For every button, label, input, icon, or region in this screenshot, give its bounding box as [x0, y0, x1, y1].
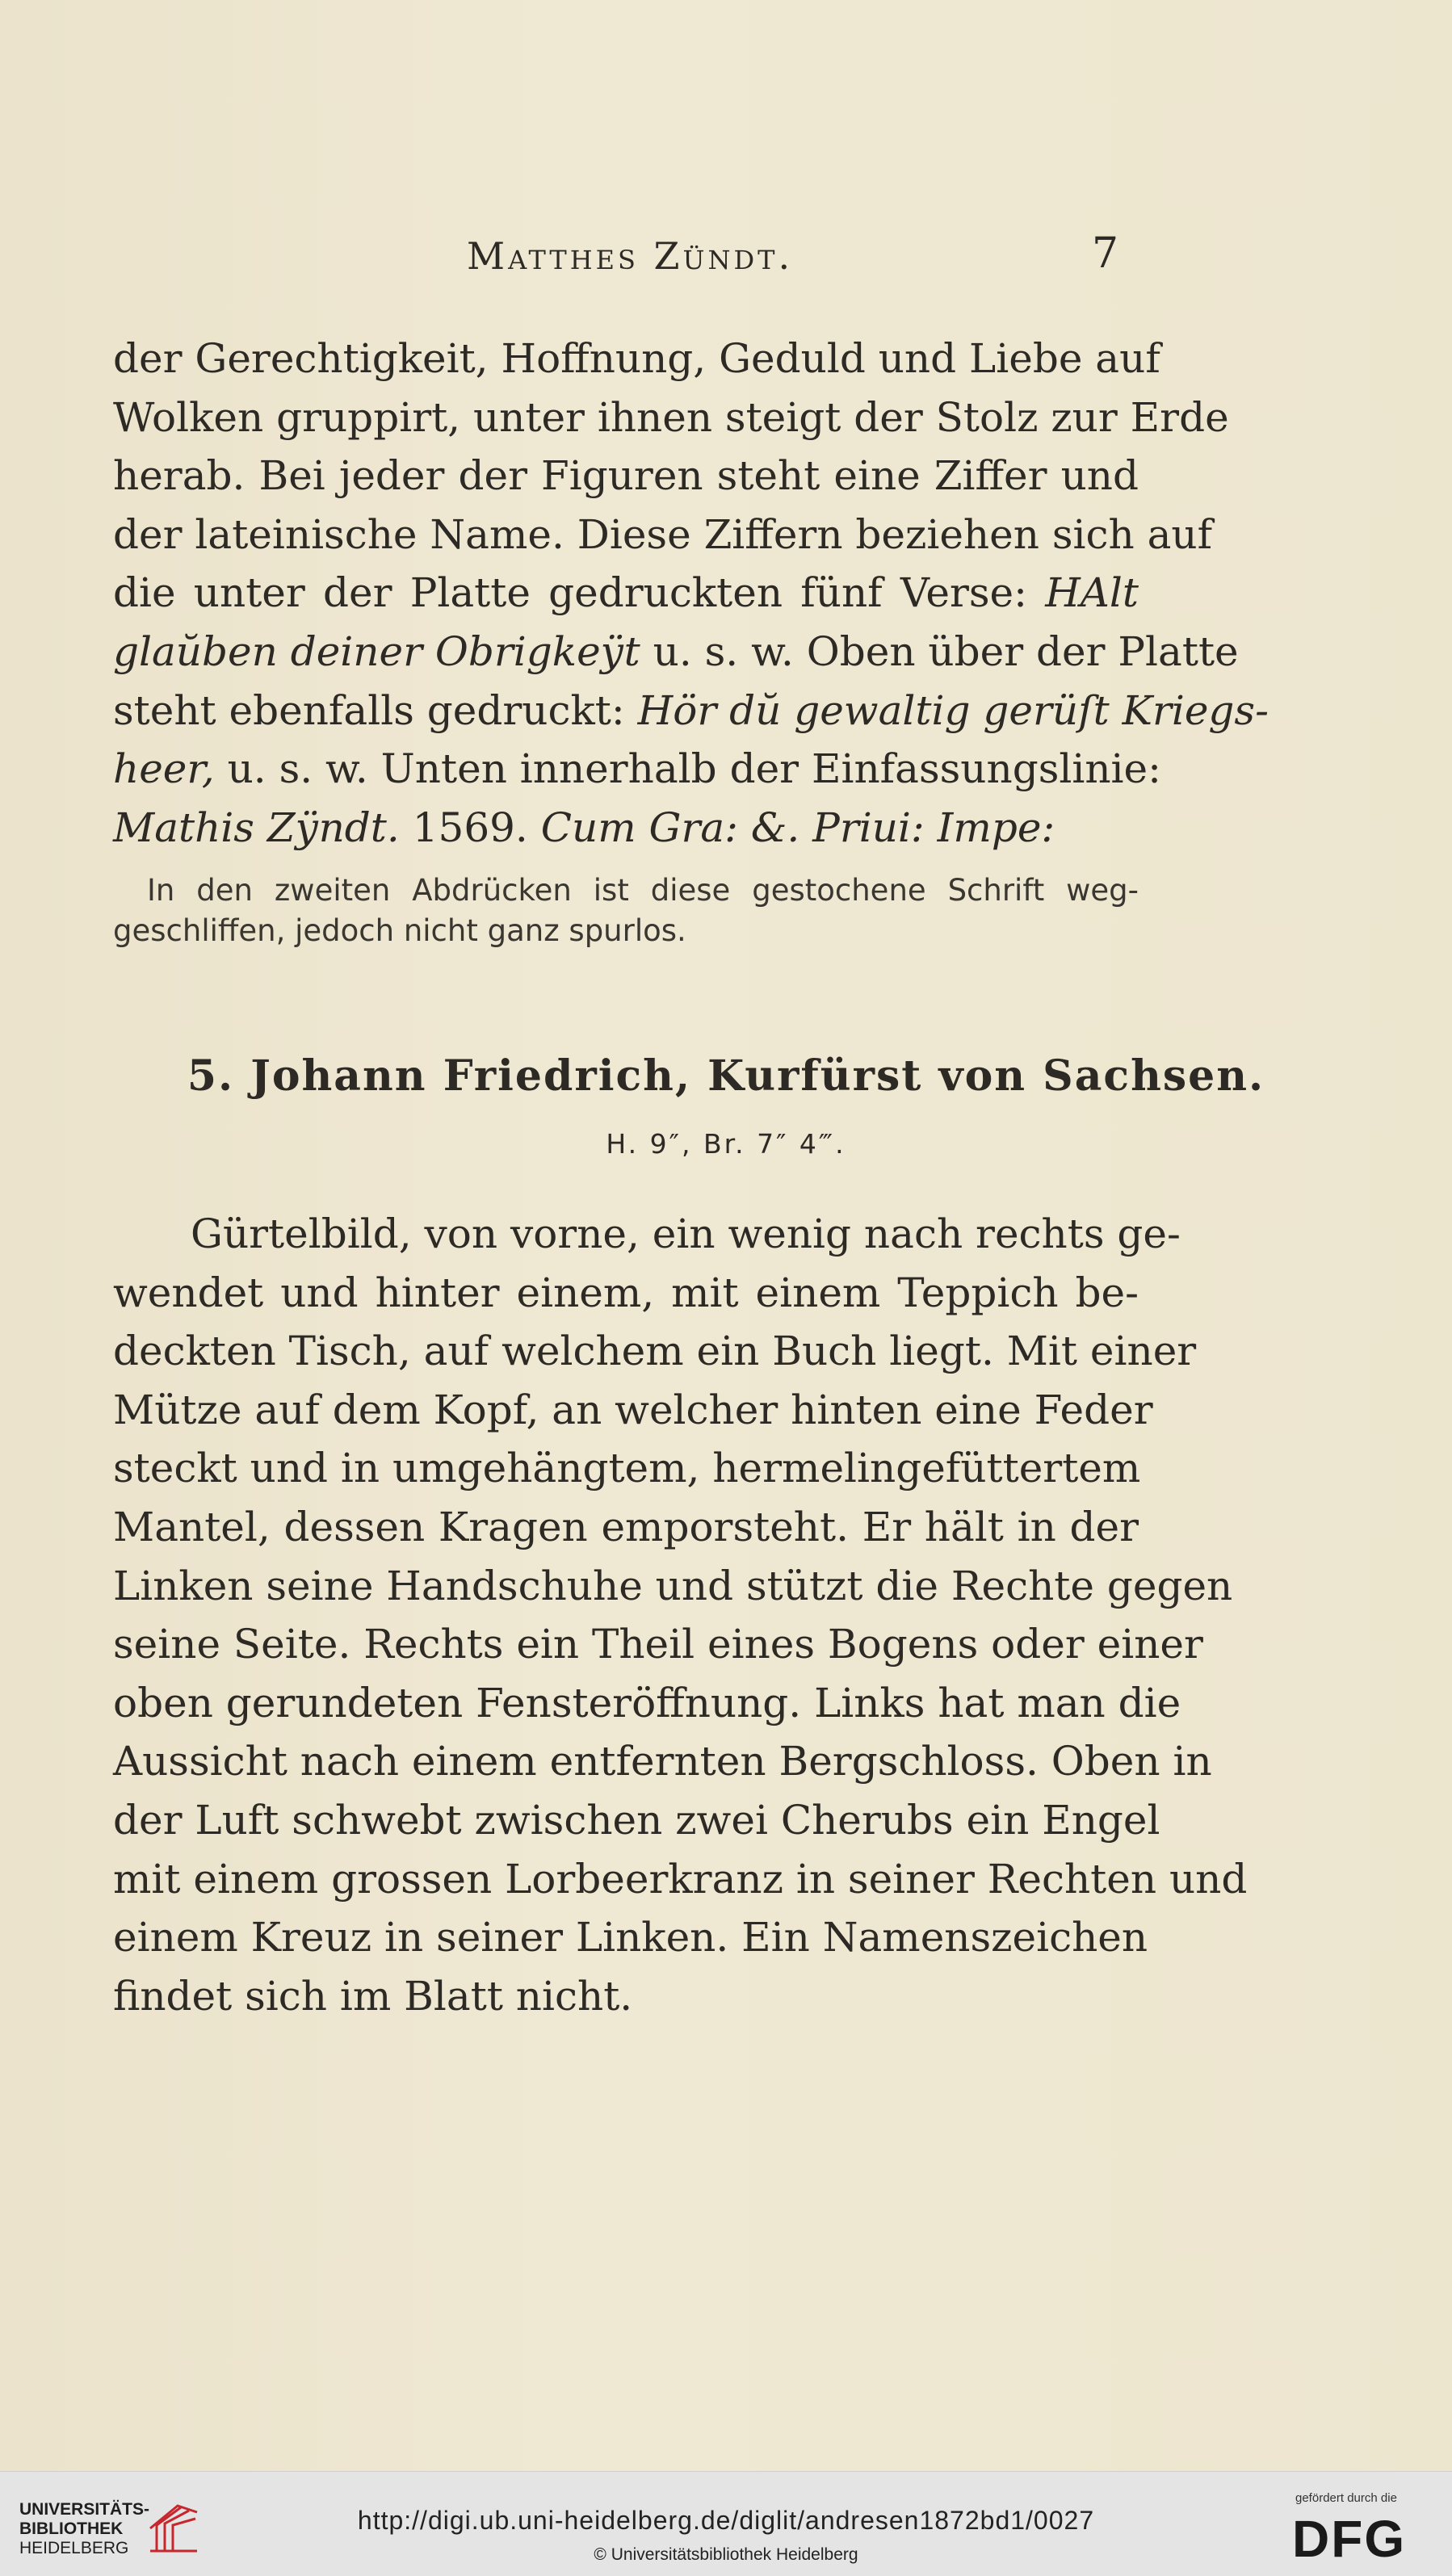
footnote [113, 871, 1139, 951]
text-line: findet sich im Blatt nicht. [113, 1972, 633, 2020]
text-line: Mantel, dessen Kragen emporsteht. Er hält in der [113, 1503, 1139, 1550]
text-line: Linken seine Handschuhe und stützt die Rechte gegen [113, 1562, 1233, 1609]
footnote-line: In den zweiten Abdrücken ist diese gestochene Schrift weg- [147, 873, 1139, 908]
paragraph-description [113, 1205, 1248, 2025]
text-line: einem Kreuz in seiner Linken. Ein Namenszeichen [113, 1914, 1148, 1961]
text-line: der Luft schwebt zwischen zwei Cherubs ein Engel [113, 1796, 1160, 1844]
dfg-logo[interactable]: DFG [1292, 2510, 1407, 2568]
footnote-line: geschliffen, jedoch nicht ganz spurlos. [113, 913, 686, 948]
text-line: Mütze auf dem Kopf, an welcher hinten eine Feder [113, 1386, 1153, 1433]
paragraph-description-continued [113, 329, 1269, 857]
section-heading: 5. Johann Friedrich, Kurfürst von Sachsen. [187, 1051, 1265, 1101]
text-line: die unter der Platte gedruckten fünf Verse: HAlt [113, 569, 1139, 617]
text-line: der Gerechtigkeit, Hoffnung, Geduld und Liebe auf [113, 335, 1160, 382]
text-line: wendet und hinter einem, mit einem Teppich be- [113, 1269, 1139, 1316]
plate-dimensions: H. 9″, Br. 7″ 4‴. [606, 1128, 846, 1160]
text-line: der lateinische Name. Diese Ziffern beziehen sich auf [113, 510, 1213, 558]
funding-note: gefördert durch die [1295, 2491, 1397, 2505]
text-line: steht ebenfalls gedruckt: Hör dŭ gewaltig gerüſt Kriegs- [113, 686, 1269, 734]
text-line: glaŭben deiner Obrigkeӱt u. s. w. Oben über der Platte [113, 627, 1239, 675]
text-line: seine Seite. Rechts ein Theil eines Bogens oder einer [113, 1621, 1203, 1668]
copyright-notice: © Universitätsbibliothek Heidelberg [594, 2545, 858, 2564]
text-line: deckten Tisch, auf welchem ein Buch liegt. Mit einer [113, 1328, 1197, 1375]
running-head-title: Matthes Zündt. [467, 234, 794, 278]
text-line: Gürtelbild, von vorne, ein wenig nach rechts ge- [191, 1210, 1181, 1257]
text-line: Wolken gruppirt, unter ihnen steigt der Stolz zur Erde [113, 393, 1229, 441]
text-line: Aussicht nach einem entfernten Bergschloss. Oben in [113, 1738, 1212, 1785]
text-line: heer, u. s. w. Unten innerhalb der Einfassungslinie: [113, 745, 1161, 793]
permalink-url[interactable]: http://digi.ub.uni-heidelberg.de/diglit/andresen1872bd1/0027 [357, 2506, 1095, 2535]
text-line: Mathis Zӱndt. 1569. Cum Gra: &. Priui: Impe: [113, 803, 1055, 851]
library-logo-text[interactable]: UNIVERSITÄTS- BIBLIOTHEK HEIDELBERG [19, 2500, 150, 2557]
running-head [0, 229, 1452, 283]
text-line: oben gerundeten Fensteröffnung. Links hat man die [113, 1679, 1181, 1726]
text-line: steckt und in umgehängtem, hermelingefüttertem [113, 1445, 1141, 1492]
page-number: 7 [1092, 229, 1119, 278]
text-line: herab. Bei jeder der Figuren steht eine Ziffer und [113, 452, 1139, 500]
text-line: mit einem grossen Lorbeerkranz in seiner Rechten und [113, 1855, 1248, 1903]
digitization-footer [0, 2471, 1452, 2576]
